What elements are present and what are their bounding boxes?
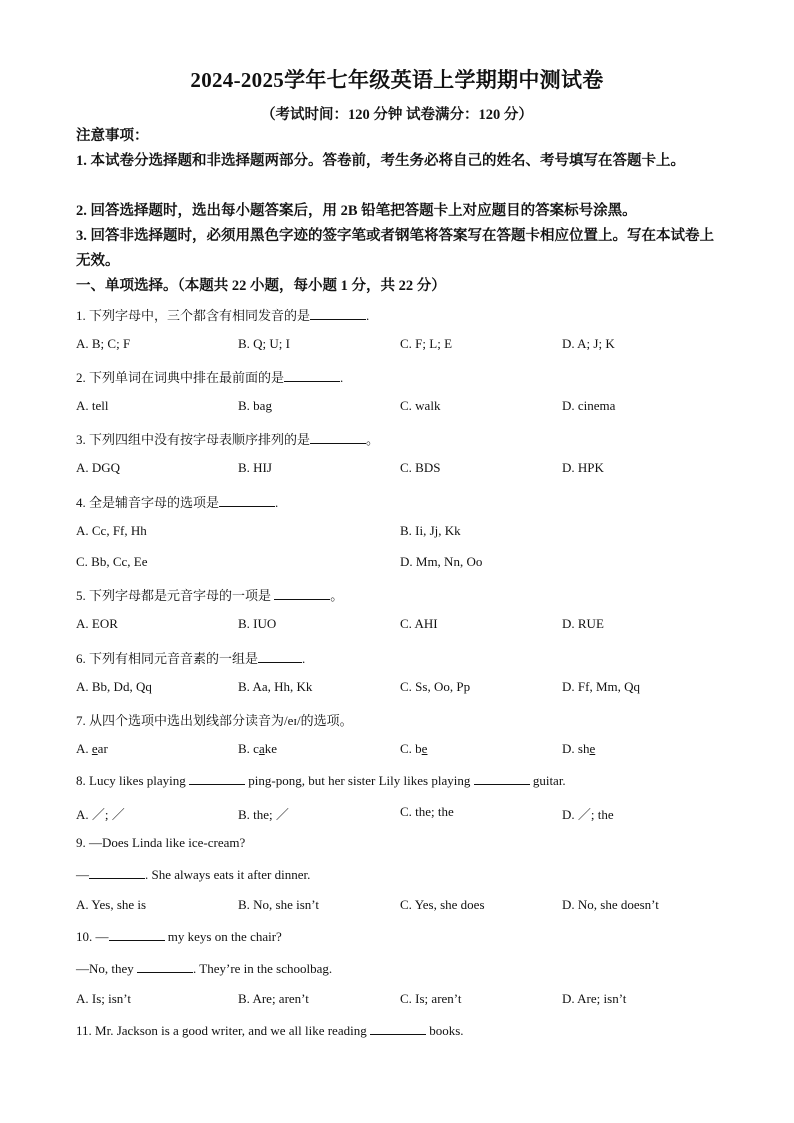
q5-option-c: C. AHI	[400, 616, 438, 631]
answer-blank	[284, 369, 340, 382]
q7-option-a: A. ear	[76, 741, 108, 756]
question-9: 9. —Does Linda like ice-cream?	[76, 835, 246, 850]
answer-blank	[109, 928, 165, 941]
q10-option-d: D. Are; isn’t	[562, 991, 627, 1006]
q5-option-d: D. RUE	[562, 616, 604, 631]
q10-option-a: A. Is; isn’t	[76, 991, 132, 1006]
exam-info: （考试时间：120 分钟 试卷满分：120 分）	[261, 107, 533, 123]
question-5: 5. 下列字母都是元音字母的一项是 。	[76, 588, 344, 603]
question-stem: 2. 下列单词在词典中排在最前面的是	[76, 370, 285, 385]
q8-option-c: C. the; the	[400, 804, 454, 819]
q8-option-a: A. ／; ／	[76, 807, 125, 822]
q8-option-b: B. the; ／	[238, 807, 289, 822]
note-item-1: 1. 本试卷分选择题和非选择题两部分。答卷前，考生务必将自己的姓名、考号填写在答题卡上。	[76, 153, 685, 169]
question-1: 1. 下列字母中，三个都含有相同发音的是 .	[76, 308, 370, 323]
underlined-letter: e	[91, 741, 98, 756]
note-item-2: 2. 回答选择题时，选出每小题答案后，用 2B 铅笔把答题卡上对应题目的答案标号涂黑。	[76, 203, 637, 219]
q6-option-c: C. Ss, Oo, Pp	[400, 679, 471, 694]
question-7: 7. 从四个选项中选出划线部分读音为/eɪ/的选项。	[76, 713, 353, 728]
answer-blank	[189, 772, 245, 785]
q5-option-b: B. IUO	[238, 616, 277, 631]
q3-option-c: C. BDS	[400, 460, 441, 475]
q6-option-a: A. Bb, Dd, Qq	[76, 679, 152, 694]
answer-blank	[89, 866, 145, 879]
question-6: 6. 下列有相同元音音素的一组是 .	[76, 651, 306, 666]
question-11: 11. Mr. Jackson is a good writer, and we all like reading books.	[76, 1023, 464, 1038]
answer-blank	[274, 587, 330, 600]
underlined-letter: e	[421, 741, 428, 756]
question-10: 10. — my keys on the chair?	[76, 929, 282, 944]
q9-option-a: A. Yes, she is	[76, 897, 147, 912]
question-2: 2. 下列单词在词典中排在最前面的是 .	[76, 370, 344, 385]
question-stem: 5. 下列字母都是元音字母的一项是	[76, 588, 275, 603]
answer-blank	[310, 307, 366, 320]
question-10-reply: —No, they . They’re in the schoolbag.	[76, 961, 333, 976]
q10-option-b: B. Are; aren’t	[238, 991, 309, 1006]
q6-option-d: D. Ff, Mm, Qq	[562, 679, 641, 694]
q3-option-d: D. HPK	[562, 460, 604, 475]
page-title: 2024-2025学年七年级英语上学期期中测试卷	[190, 68, 604, 92]
q2-option-a: A. tell	[76, 398, 109, 413]
question-stem: 3. 下列四组中没有按字母表顺序排列的是	[76, 432, 311, 447]
underlined-letter: e	[589, 741, 596, 756]
underlined-letter: a	[258, 741, 265, 756]
answer-blank	[474, 772, 530, 785]
q2-option-d: D. cinema	[562, 398, 616, 413]
q7-option-d: D. she	[562, 741, 596, 756]
section-heading: 一、单项选择。（本题共 22 小题，每小题 1 分，共 22 分）	[76, 278, 446, 294]
notes-heading: 注意事项：	[76, 128, 149, 144]
q6-option-b: B. Aa, Hh, Kk	[238, 679, 313, 694]
question-4: 4. 全是辅音字母的选项是 .	[76, 495, 279, 510]
q2-option-c: C. walk	[400, 398, 441, 413]
question-stem: 1. 下列字母中，三个都含有相同发音的是	[76, 308, 311, 323]
answer-blank	[258, 650, 302, 663]
q1-option-b: B. Q; U; I	[238, 336, 290, 351]
q4-option-b: B. Ii, Jj, Kk	[400, 523, 461, 538]
question-stem: 6. 下列有相同元音音素的一组是	[76, 651, 259, 666]
note-item-3: 3. 回答非选择题时，必须用黑色字迹的签字笔或者钢笔将答案写在答题卡相应位置上。写在本试卷上无效。	[76, 228, 714, 269]
q9-option-c: C. Yes, she does	[400, 897, 485, 912]
q2-option-b: B. bag	[238, 398, 272, 413]
answer-blank	[137, 960, 193, 973]
answer-blank	[370, 1022, 426, 1035]
question-stem: 4. 全是辅音字母的选项是	[76, 495, 220, 510]
answer-blank	[310, 431, 366, 444]
question-9-reply: — . She always eats it after dinner.	[76, 867, 311, 882]
q4-option-c: C. Bb, Cc, Ee	[76, 554, 148, 569]
q1-option-c: C. F; L; E	[400, 336, 453, 351]
q5-option-a: A. EOR	[76, 616, 118, 631]
q1-option-a: A. B; C; F	[76, 336, 131, 351]
answer-blank	[219, 494, 275, 507]
q8-option-d: D. ／; the	[562, 807, 614, 822]
q7-option-c: C. be	[400, 741, 428, 756]
q4-option-a: A. Cc, Ff, Hh	[76, 523, 147, 538]
q7-option-b: B. cake	[238, 741, 278, 756]
q9-option-d: D. No, she doesn’t	[562, 897, 659, 912]
q4-option-d: D. Mm, Nn, Oo	[400, 554, 483, 569]
q9-option-b: B. No, she isn’t	[238, 897, 320, 912]
question-8: 8. Lucy likes playing ping-pong, but her sister Lily likes playing guitar.	[76, 773, 566, 788]
q3-option-b: B. HIJ	[238, 460, 272, 475]
q3-option-a: A. DGQ	[76, 460, 121, 475]
question-3: 3. 下列四组中没有按字母表顺序排列的是 。	[76, 432, 380, 447]
q1-option-d: D. A; J; K	[562, 336, 615, 351]
q10-option-c: C. Is; aren’t	[400, 991, 462, 1006]
